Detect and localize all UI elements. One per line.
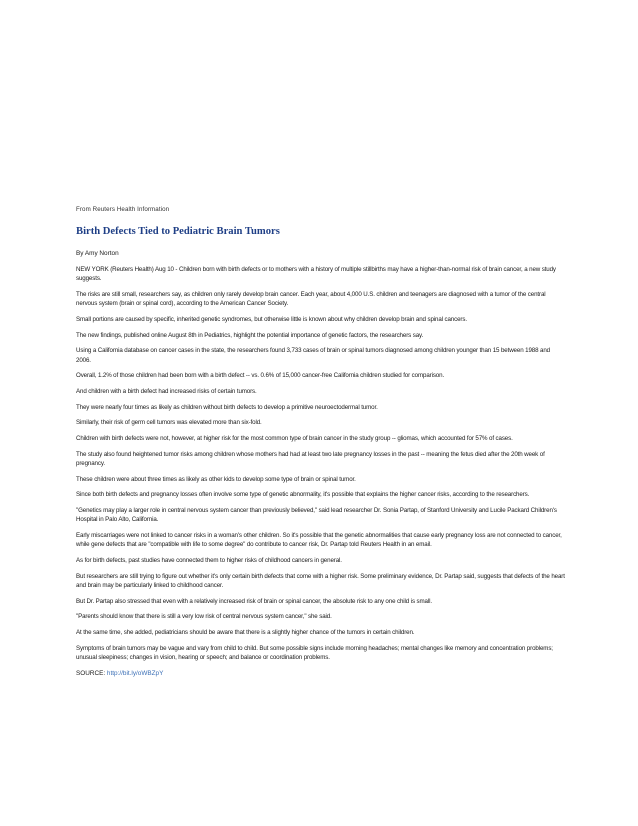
article-paragraph: Early miscarriages were not linked to cancer risks in a woman's other children. So it's possible that the genetic abnormalities that cause early pregnancy loss are not connected to cancer, while gene defects that are "compatible with life to some degree" do contribute to cancer risk, Dr. Partap told Reuters Health in an email. [76,532,562,549]
article-paragraph: Children with birth defects were not, however, at higher risk for the most common type of brain cancer in the study group -- gliomas, which accounted for 57% of cases. [76,435,513,443]
article-paragraph: NEW YORK (Reuters Health) Aug 10 - Children born with birth defects or to mothers with a history of multiple stillbirths may have a higher-than-normal risk of brain cancer, a new study suggests. [76,266,556,283]
article-paragraph: Since both birth defects and pregnancy losses often involve some type of genetic abnormality, it's possible that explains the higher cancer risks, according to the researchers. [76,491,530,499]
article-paragraph: "Genetics may play a larger role in central nervous system cancer than previously believed," said lead researcher Dr. Sonia Partap, of Stanford University and Lucile Packard Children's Hospital in Palo Alto, California. [76,507,557,524]
article-byline: By Amy Norton [76,250,119,257]
article-paragraph: But researchers are still trying to figure out whether it's only certain birth defects that come with a higher risk. Some preliminary evidence, Dr. Partap said, suggests that defects of the heart and brain may be particularly linked to childhood cancer. [76,572,565,590]
article-paragraph: The new findings, published online August 8th in Pediatrics, highlight the potential importance of genetic factors, the researchers say. [76,331,424,339]
source-citation [76,669,566,678]
article-paragraph: The study also found heightened tumor risks among children whose mothers had had at least two late pregnancy losses in the past -- meaning the fetus died after the 20th week of pregnancy. [76,450,545,468]
article-paragraph: Symptoms of brain tumors may be vague and vary from child to child. But some possible signs include morning headaches; mental changes like memory and concentration problems; unusual sleepiness; changes in vision, hearing or speech; and balance or coordination problems. [76,644,553,662]
article-paragraph: As for birth defects, past studies have connected them to higher risks of childhood cancers in general. [76,557,342,565]
article-body [76,265,566,662]
source-link[interactable]: http://bit.ly/oWBZpY [106,669,164,677]
article-paragraph: Using a California database on cancer cases in the state, the researchers found 3,733 cases of brain or spinal tumors diagnosed among children younger than 15 between 1988 and 2006. [76,347,550,364]
article-page [76,206,566,678]
article-paragraph: Overall, 1.2% of those children had been born with a birth defect -- vs. 0.6% of 15,000 cancer-free California children studied for comparison. [76,372,445,380]
article-paragraph: "Parents should know that there is still a very low risk of central nervous system cancer," she said. [76,613,332,621]
source-attribution: From Reuters Health Information [76,206,170,213]
article-title: Birth Defects Tied to Pediatric Brain Tumors [76,226,280,237]
article-paragraph: They were nearly four times as likely as children without birth defects to develop a primitive neuroectodermal tumor. [76,403,378,411]
article-paragraph: The risks are still small, researchers say, as children only rarely develop brain cancer. Each year, about 4,000 U.S. children and teenagers are diagnosed with a tumor of the central nervous system (brain or spinal cord), according to the American Cancer Society. [76,290,546,308]
article-paragraph: At the same time, she added, pediatricians should be aware that there is a slightly higher chance of the tumors in certain children. [76,629,415,637]
article-paragraph: These children were about three times as likely as other kids to develop some type of brain or spinal tumor. [76,475,356,483]
article-paragraph: But Dr. Partap also stressed that even with a relatively increased risk of brain or spinal cancer, the absolute risk to any one child is small. [76,597,432,605]
article-paragraph: Small portions are caused by specific, inherited genetic syndromes, but otherwise little is known about why children develop brain and spinal cancers. [76,315,467,323]
article-paragraph: And children with a birth defect had increased risks of certain tumors. [76,388,257,396]
article-paragraph: Similarly, their risk of germ cell tumors was elevated more than six-fold. [76,419,262,427]
source-label: SOURCE: [76,669,106,677]
